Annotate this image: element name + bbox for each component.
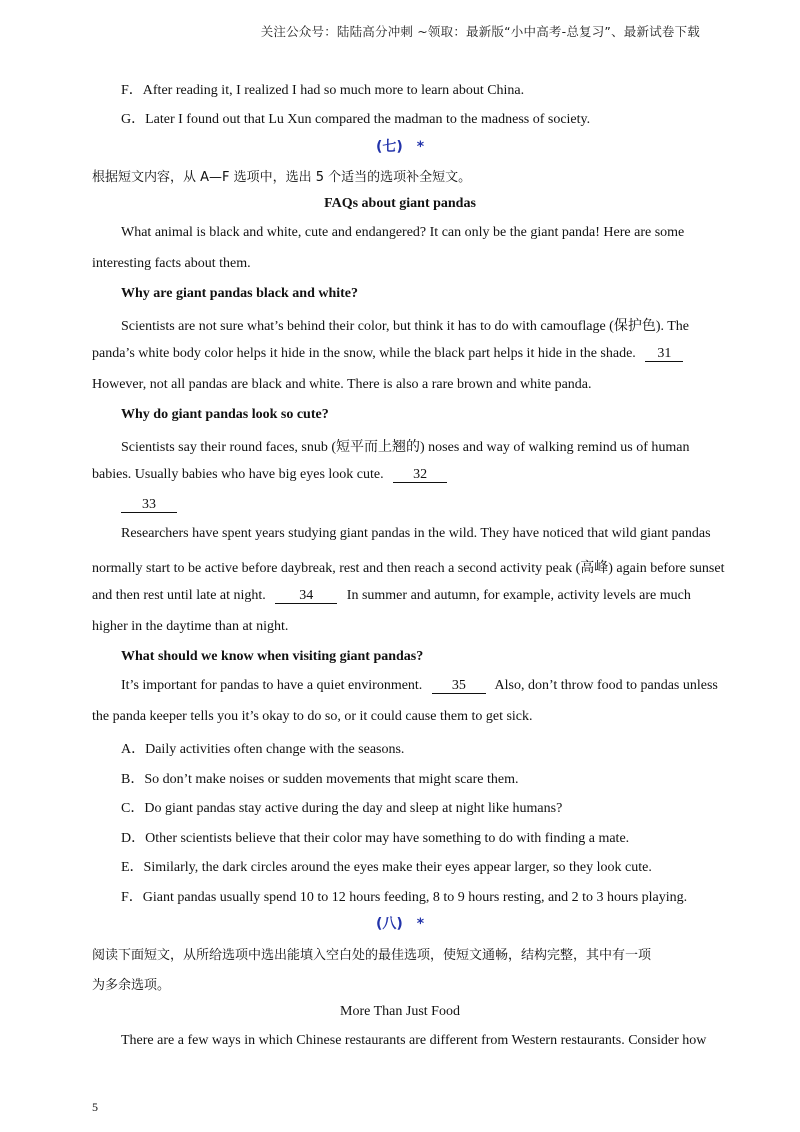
question-heading-1: Why are giant pandas black and white? [121, 286, 359, 301]
blank-32[interactable]: 32 [393, 468, 447, 483]
passage-title: FAQs about giant pandas [324, 196, 476, 211]
para-3-line-3b: In summer and autumn, for example, activity levels are much [346, 588, 691, 603]
para-3-line-4: higher in the daytime than at night. [92, 619, 289, 634]
blank-35[interactable]: 35 [432, 679, 486, 694]
para-2-line-2-text: babies. Usually babies who have big eyes look cute. [92, 467, 384, 482]
para-3-line-2: normally start to be active before daybreak, rest and then reach a second activity peak (高峰) again before sunset [92, 561, 725, 576]
star-icon: * [416, 139, 425, 155]
option-c: C．Do giant pandas stay active during the day and sleep at night like humans? [121, 801, 563, 816]
para-1-line-2-text: panda’s white body color helps it hide in the snow, while the black part helps it hide in the shade. [92, 346, 636, 361]
para-2-line-2 [92, 467, 447, 483]
option-f: F．Giant pandas usually spend 10 to 12 hours feeding, 8 to 9 hours resting, and 2 to 3 hours playing. [121, 890, 688, 905]
section-8-instruction-2: 为多余选项。 [92, 978, 171, 993]
question-heading-3: What should we know when visiting giant pandas? [121, 649, 424, 664]
para-2-line-1: Scientists say their round faces, snub (短平而上翘的) noses and way of walking remind us of human [121, 440, 690, 455]
para-4-line-2: the panda keeper tells you it’s okay to do so, or it could cause them to get sick. [92, 709, 533, 724]
section-7-heading [0, 136, 800, 156]
para-4-line-1 [121, 678, 718, 694]
para-4-line-1b: Also, don’t throw food to pandas unless [494, 678, 718, 693]
intro-line-1: What animal is black and white, cute and endangered? It can only be the giant panda! Here are some [121, 225, 685, 240]
section-8-para-1: There are a few ways in which Chinese restaurants are different from Western restaurants. Consider how [121, 1033, 707, 1048]
option-e: E．Similarly, the dark circles around the eyes make their eyes appear larger, so they look cute. [121, 860, 652, 875]
page-header: 关注公众号：陆陆高分冲刺 ~领取：最新版“小中高考-总复习”、最新试卷下载 [260, 24, 700, 39]
blank-33-line [121, 497, 177, 513]
para-3-line-3a: and then rest until late at night. [92, 588, 266, 603]
option-d: D．Other scientists believe that their color may have something to do with finding a mate. [121, 831, 630, 846]
question-heading-2: Why do giant pandas look so cute? [121, 407, 329, 422]
option-b: B．So don’t make noises or sudden movements that might scare them. [121, 772, 519, 787]
para-4-line-1a: It’s important for pandas to have a quiet environment. [121, 678, 423, 693]
blank-33[interactable]: 33 [121, 498, 177, 513]
option-a: A．Daily activities often change with the seasons. [121, 742, 405, 757]
star-icon: * [416, 916, 425, 932]
section-8-label: (八) [375, 916, 403, 932]
option-f-prev: F．After reading it, I realized I had so much more to learn about China. [121, 83, 525, 98]
option-g-prev: G．Later I found out that Lu Xun compared the madman to the madness of society. [121, 112, 591, 127]
para-1-line-2 [92, 346, 683, 362]
section-7-instruction: 根据短文内容，从 A—F 选项中，选出 5 个适当的选项补全短文。 [92, 170, 472, 185]
section-8-heading [0, 913, 800, 933]
intro-line-2: interesting facts about them. [92, 256, 251, 271]
blank-31[interactable]: 31 [645, 347, 683, 362]
para-1-line-1: Scientists are not sure what’s behind their color, but think it has to do with camouflage (保护色). The [121, 319, 690, 334]
blank-34[interactable]: 34 [275, 589, 337, 604]
passage-title-2: More Than Just Food [340, 1004, 460, 1019]
section-7-label: (七) [375, 139, 403, 155]
page-number: 5 [92, 1100, 98, 1114]
para-3-line-1: Researchers have spent years studying giant pandas in the wild. They have noticed that wild giant pandas [121, 526, 711, 541]
para-3-line-3 [92, 588, 691, 604]
para-1-line-3: However, not all pandas are black and white. There is also a rare brown and white panda. [92, 377, 592, 392]
section-8-instruction-1: 阅读下面短文，从所给选项中选出能填入空白处的最佳选项，使短文通畅，结构完整，其中有一项 [92, 948, 652, 963]
